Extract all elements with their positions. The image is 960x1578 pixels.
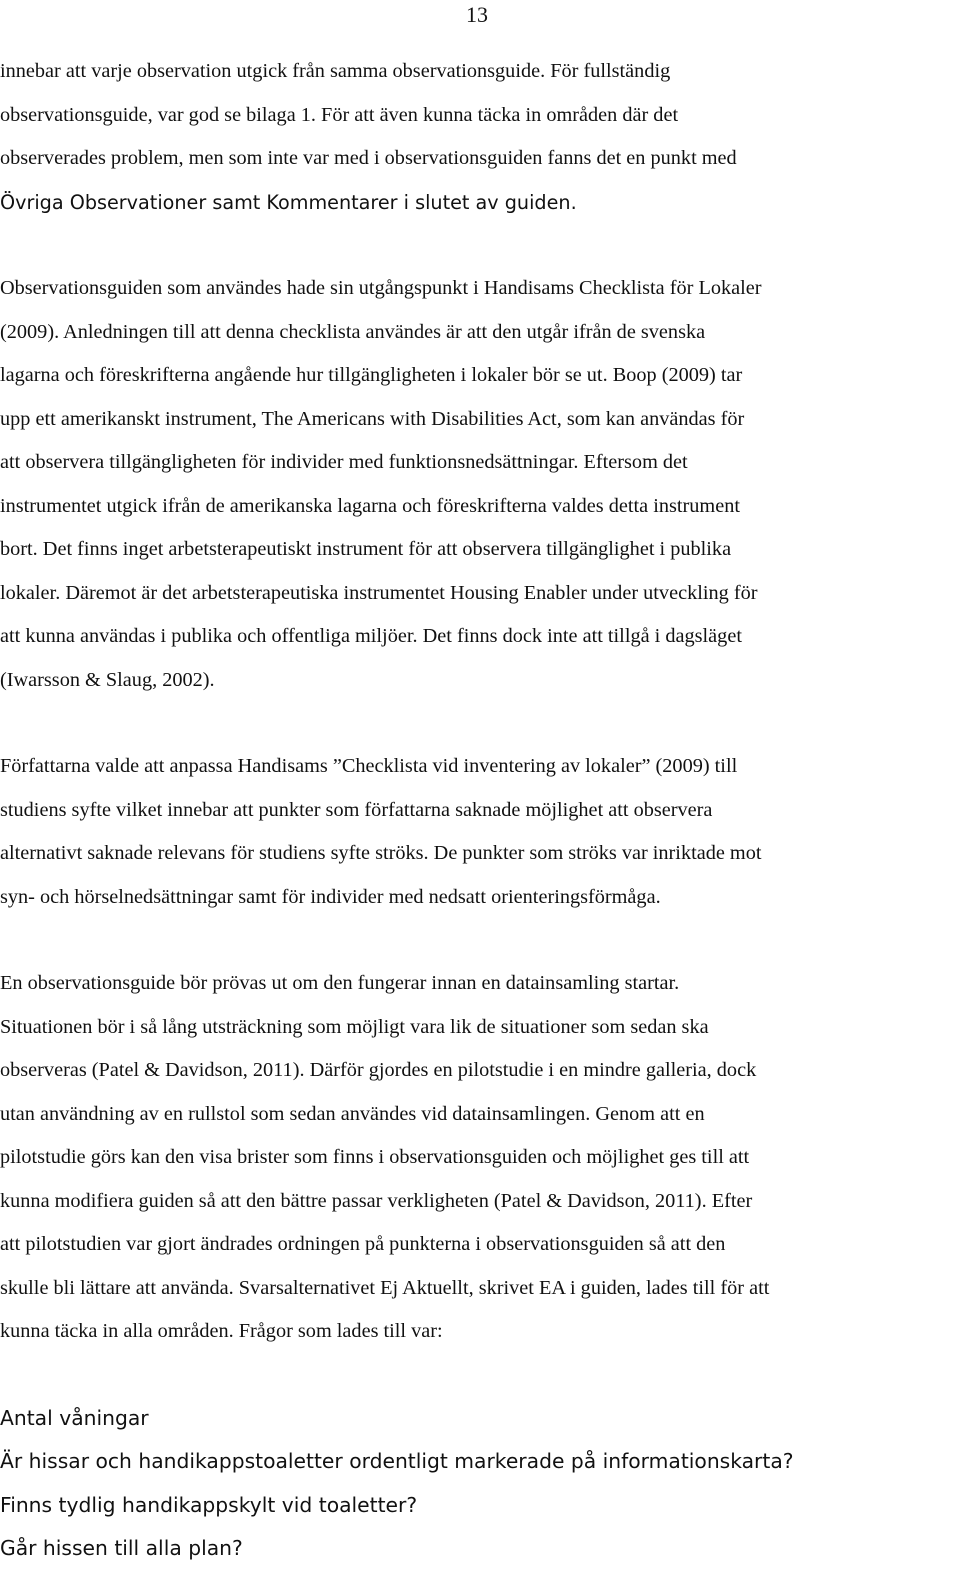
list-item: Antal våningar <box>0 1405 149 1430</box>
text-line: observationsguide, var god se bilaga 1. För att även kunna täcka in områden där det <box>0 103 679 126</box>
page-number: 13 <box>466 2 488 27</box>
text-line: Situationen bör i så lång utsträckning som möjligt vara lik de situationer som sedan ska <box>0 1015 709 1038</box>
text-line: att observera tillgängligheten för individer med funktionsnedsättningar. Eftersom det <box>0 451 688 473</box>
text-line: Författarna valde att anpassa Handisams ”Checklista vid inventering av lokaler” (2009) till <box>0 755 738 777</box>
text-line: (2009). Anledningen till att denna checklista användes är att den utgår ifrån de svenska <box>0 320 706 343</box>
text-line: utan användning av en rullstol som sedan användes vid datainsamlingen. Genom att en <box>0 1102 705 1125</box>
text-line: innebar att varje observation utgick från samma observationsguide. För fullständig <box>0 60 671 82</box>
document-body <box>0 50 960 1571</box>
text-line: kunna modifiera guiden så att den bättre passar verkligheten (Patel & Davidson, 2011). Efter <box>0 1189 753 1212</box>
list-item: Går hissen till alla plan? <box>0 1536 243 1560</box>
added-questions-list <box>0 1397 960 1571</box>
text-line: att kunna användas i publika och offentliga miljöer. Det finns dock inte att tillgå i dagsläget <box>0 625 742 647</box>
text-line: upp ett amerikanskt instrument, The Americans with Disabilities Act, som kan användas för <box>0 407 745 430</box>
text-line: Övriga Observationer samt Kommentarer i slutet av guiden. <box>0 190 577 214</box>
paragraph-adaptation <box>0 745 960 919</box>
text-line: syn- och hörselnedsättningar samt för individer med nedsatt orienteringsförmåga. <box>0 885 661 908</box>
text-line: observerades problem, men som inte var med i observationsguiden fanns det en punkt med <box>0 147 737 169</box>
paragraph-observation-guide-intro <box>0 50 960 224</box>
text-line: (Iwarsson & Slaug, 2002). <box>0 668 215 691</box>
paragraph-pilot-study <box>0 962 960 1354</box>
text-line: skulle bli lättare att använda. Svarsalternativet Ej Aktuellt, skrivet EA i guiden, lades till för att <box>0 1276 770 1299</box>
list-item: Är hissar och handikappstoaletter ordentligt markerade på informationskarta? <box>0 1449 794 1473</box>
text-line: Observationsguiden som användes hade sin utgångspunkt i Handisams Checklista för Lokaler <box>0 277 762 299</box>
list-item: Finns tydlig handikappskylt vid toaletter? <box>0 1492 418 1517</box>
text-line: lagarna och föreskrifterna angående hur tillgängligheten i lokaler bör se ut. Boop (2009) tar <box>0 364 743 386</box>
text-line: instrumentet utgick ifrån de amerikanska lagarna och föreskrifterna valdes detta instrument <box>0 494 740 517</box>
paragraph-handisam-checklist <box>0 267 960 702</box>
text-line: att pilotstudien var gjort ändrades ordningen på punkterna i observationsguiden så att den <box>0 1233 726 1255</box>
text-line: kunna täcka in alla områden. Frågor som lades till var: <box>0 1320 443 1342</box>
text-line: lokaler. Däremot är det arbetsterapeutiska instrumentet Housing Enabler under utveckling för <box>0 581 758 604</box>
text-line: bort. Det finns inget arbetsterapeutiskt instrument för att observera tillgänglighet i publika <box>0 538 732 560</box>
text-line: observeras (Patel & Davidson, 2011). Därför gjordes en pilotstudie i en mindre galleria, dock <box>0 1059 757 1081</box>
text-line: pilotstudie görs kan den visa brister som finns i observationsguiden och möjlighet ges till att <box>0 1146 750 1168</box>
text-line: alternativt saknade relevans för studiens syfte ströks. De punkter som ströks var inriktade mot <box>0 842 762 864</box>
text-line: En observationsguide bör prövas ut om den fungerar innan en datainsamling startar. <box>0 972 680 994</box>
text-line: studiens syfte vilket innebar att punkter som författarna saknade möjlighet att observera <box>0 798 713 821</box>
